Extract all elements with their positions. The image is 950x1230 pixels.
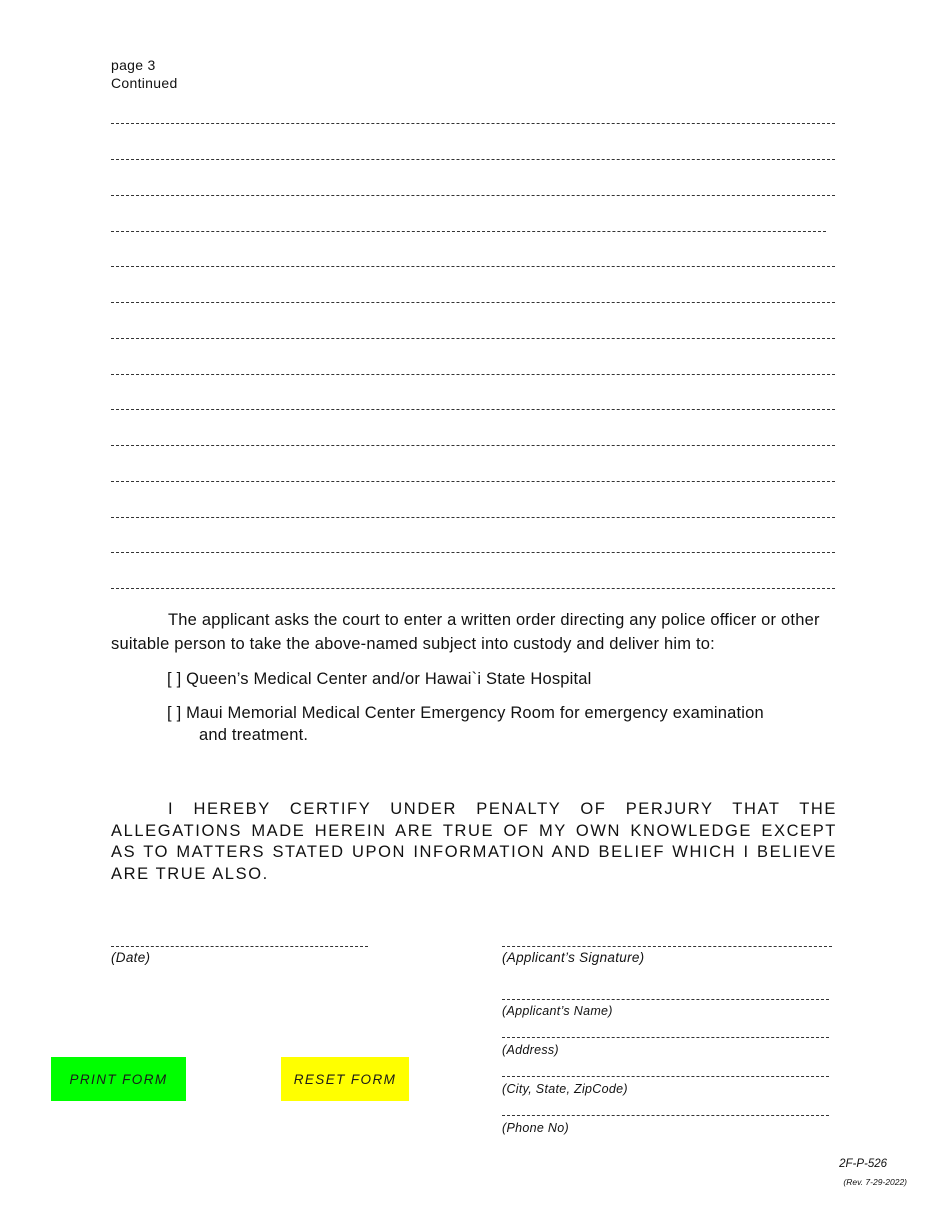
- continuation-line[interactable]: [111, 445, 835, 447]
- print-form-label: PRINT FORM: [69, 1071, 168, 1087]
- continuation-line[interactable]: [111, 159, 835, 161]
- continuation-line[interactable]: [111, 517, 835, 519]
- option-text: Maui Memorial Medical Center Emergency Room for emergency examination: [186, 704, 764, 722]
- date-line[interactable]: [111, 946, 368, 948]
- continuation-line[interactable]: [111, 302, 835, 304]
- option-checkbox[interactable]: [ ]: [167, 670, 182, 688]
- revision-date: (Rev. 7-29-2022): [843, 1177, 907, 1187]
- form-number: 2F-P-526: [839, 1158, 887, 1170]
- option-queens-medical: [167, 668, 592, 690]
- phone-label: (Phone No): [502, 1121, 569, 1135]
- continuation-line[interactable]: [111, 338, 835, 340]
- continuation-line[interactable]: [111, 231, 826, 233]
- reset-form-label: RESET FORM: [293, 1071, 397, 1087]
- continuation-line[interactable]: [111, 374, 835, 376]
- city-state-zip-label: (City, State, ZipCode): [502, 1082, 628, 1096]
- continuation-line[interactable]: [111, 552, 835, 554]
- address-line[interactable]: [502, 1037, 829, 1039]
- continued-label: Continued: [111, 75, 178, 91]
- print-form-button[interactable]: [51, 1057, 186, 1101]
- continuation-line[interactable]: [111, 123, 835, 125]
- continuation-line[interactable]: [111, 195, 835, 197]
- reset-form-button[interactable]: [281, 1057, 409, 1101]
- city-state-zip-line[interactable]: [502, 1076, 829, 1078]
- option-checkbox[interactable]: [ ]: [167, 704, 182, 722]
- certification-statement: I HEREBY CERTIFY UNDER PENALTY OF PERJURY THAT THE ALLEGATIONS MADE HEREIN ARE TRUE OF MY OWN KNOWLEDGE EXCEPT AS TO MATTERS STATED UPON INFORMATION AND BELIEF WHICH I BELIEVE ARE TRUE ALSO.: [111, 800, 837, 883]
- continuation-line[interactable]: [111, 266, 835, 268]
- page-number: page 3: [111, 57, 156, 73]
- page-header: [111, 56, 178, 92]
- option-maui-memorial: [167, 702, 847, 746]
- applicant-name-line[interactable]: [502, 999, 829, 1001]
- phone-line[interactable]: [502, 1115, 829, 1117]
- request-paragraph: The applicant asks the court to enter a written order directing any police officer or other suitable person to take the above-named subject into custody and deliver him to:: [111, 611, 820, 653]
- address-label: (Address): [502, 1043, 559, 1057]
- continuation-line[interactable]: [111, 588, 835, 590]
- applicant-signature-label: (Applicant’s Signature): [502, 950, 645, 965]
- option-text-continued: and treatment.: [199, 726, 309, 744]
- applicant-name-label: (Applicant’s Name): [502, 1004, 613, 1018]
- continuation-line[interactable]: [111, 481, 835, 483]
- option-text: Queen’s Medical Center and/or Hawai`i State Hospital: [186, 670, 592, 688]
- applicant-signature-line[interactable]: [502, 946, 832, 948]
- continuation-line[interactable]: [111, 409, 835, 411]
- date-label: (Date): [111, 950, 151, 965]
